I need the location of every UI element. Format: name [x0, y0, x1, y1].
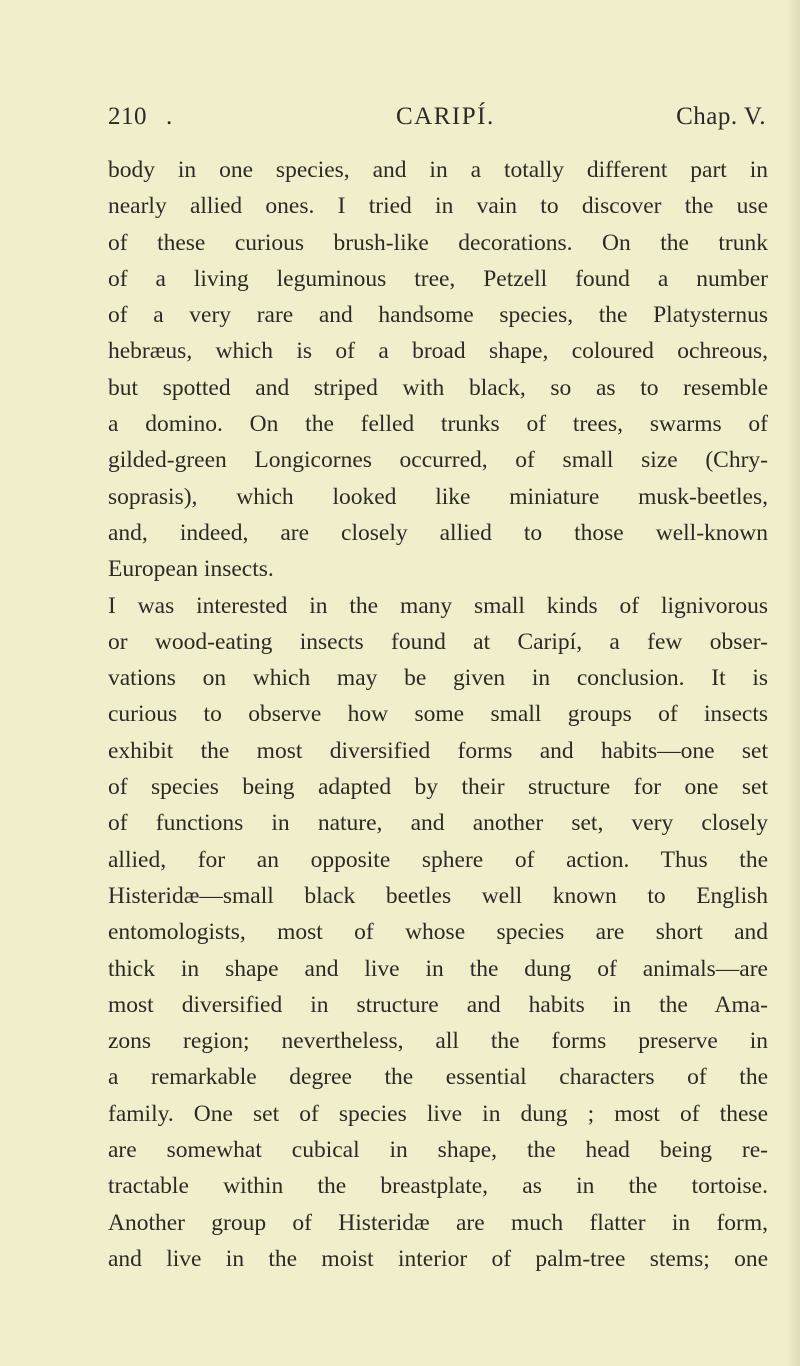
text-line: of species being adapted by their structure for one set: [108, 774, 768, 801]
text-line: vations on which may be given in conclusion. It is: [108, 665, 768, 692]
text-line: curious to observe how some small groups of insects: [108, 701, 768, 728]
text-line: European insects.: [108, 556, 274, 583]
text-line: of a very rare and handsome species, the Platysternus: [108, 302, 768, 329]
text-line: Histeridæ—small black beetles well known to English: [108, 882, 768, 909]
text-line: and, indeed, are closely allied to those well-known: [108, 519, 768, 546]
text-line: gilded-green Longicornes occurred, of small size (Chry-: [108, 447, 768, 474]
text-line: of a living leguminous tree, Petzell found a number: [108, 265, 768, 292]
page-edge-shadow: [786, 0, 800, 1366]
text-line: and live in the moist interior of palm-tree stems; one: [108, 1245, 768, 1272]
text-line: or wood-eating insects found at Caripí, a few obser-: [108, 628, 768, 655]
text-line: of functions in nature, and another set, very closely: [108, 810, 768, 837]
text-line: a remarkable degree the essential characters of the: [108, 1064, 768, 1091]
text-line: family. One set of species live in dung ; most of these: [108, 1100, 768, 1127]
text-line: hebræus, which is of a broad shape, coloured ochreous,: [108, 338, 768, 365]
text-line: tractable within the breastplate, as in the tortoise.: [108, 1173, 768, 1200]
text-line: but spotted and striped with black, so as to resemble: [108, 374, 768, 401]
text-line: entomologists, most of whose species are short and: [108, 919, 768, 946]
text-line: Another group of Histeridæ are much flatter in form,: [108, 1209, 768, 1236]
text-line: nearly allied ones. I tried in vain to discover the use: [108, 193, 768, 220]
running-head-separator: .: [166, 103, 173, 130]
running-head-title: CARIPÍ.: [396, 103, 495, 130]
page-number: 210: [108, 103, 147, 130]
text-line: body in one species, and in a totally different part in: [108, 157, 768, 183]
text-line: I was interested in the many small kinds of lignivorous: [108, 592, 768, 619]
chapter-label: Chap. V.: [676, 103, 766, 130]
text-line: allied, for an opposite sphere of action. Thus the: [108, 846, 768, 873]
text-line: exhibit the most diversified forms and habits—one set: [108, 737, 768, 764]
running-head: [108, 103, 766, 139]
text-line: soprasis), which looked like miniature musk-beetles,: [108, 483, 768, 510]
text-line: most diversified in structure and habits in the Ama-: [108, 991, 768, 1018]
text-line: are somewhat cubical in shape, the head being re-: [108, 1137, 768, 1164]
text-line: a domino. On the felled trunks of trees, swarms of: [108, 411, 768, 438]
text-line: zons region; nevertheless, all the forms preserve in: [108, 1028, 768, 1055]
body-text: [108, 152, 768, 1277]
text-line: of these curious brush-like decorations. On the trunk: [108, 229, 768, 256]
text-line: thick in shape and live in the dung of animals—are: [108, 955, 768, 982]
